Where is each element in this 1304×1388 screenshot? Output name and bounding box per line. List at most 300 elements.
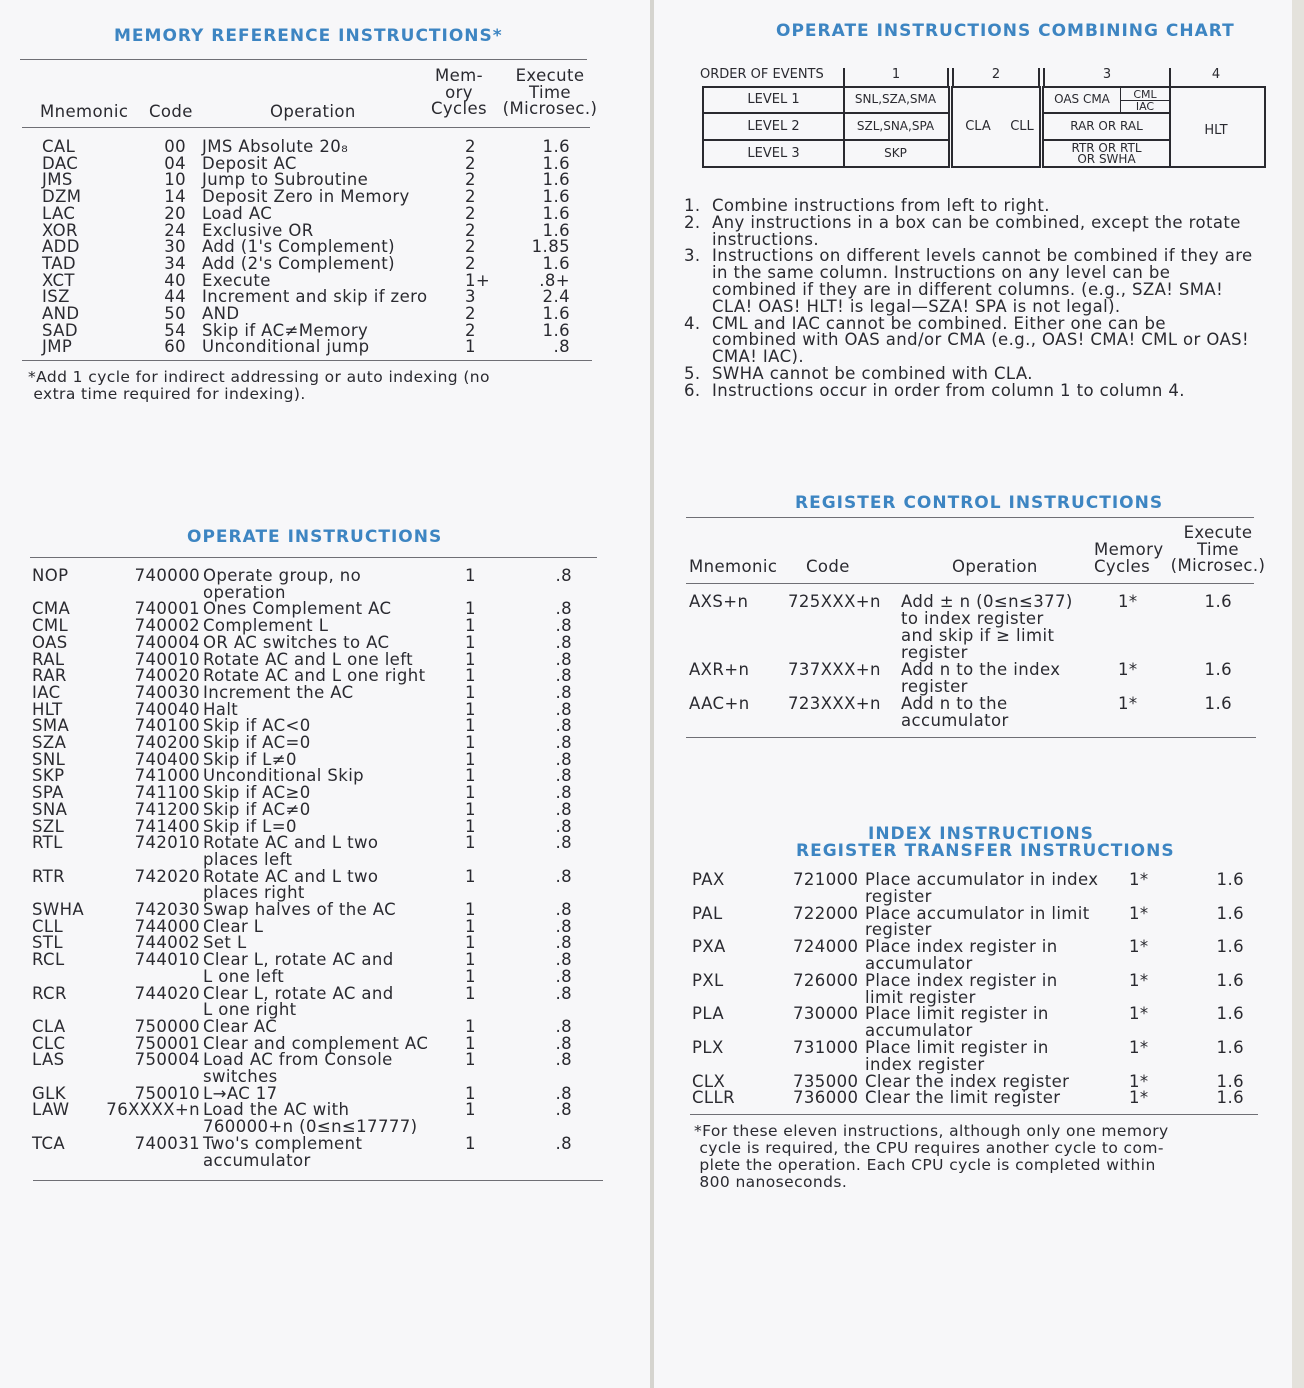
mnemonic-cell: PAX (692, 870, 725, 889)
chart-rar-ral: RAR OR RAL (1070, 119, 1143, 133)
mnemonic-cell: PLA (692, 1004, 725, 1024)
code-cell: 740010 (134, 649, 200, 669)
memory-reference-title: MEMORY REFERENCE INSTRUCTIONS* (114, 26, 503, 46)
code-cell: 744000 (134, 916, 200, 936)
chart-tick (843, 68, 845, 88)
chart-divider (702, 112, 948, 114)
code-cell: 740020 (134, 666, 200, 686)
time-cell: .8 (555, 599, 572, 619)
operation-cell: Rotate AC and L one right (203, 666, 426, 686)
code-cell: 741400 (134, 816, 200, 836)
chart-swha: OR SWHA (1077, 152, 1136, 166)
cycles-cell: 1 (465, 616, 476, 636)
operate-title: OPERATE INSTRUCTIONS (187, 527, 443, 547)
operation-cell: Load the AC with 760000+n (0≤n≤17777) (203, 1100, 418, 1137)
mnemonic-cell: OAS (32, 632, 68, 652)
time-cell: 1.6 (542, 153, 570, 173)
code-cell: 50 (164, 304, 186, 323)
code-cell: 750004 (134, 1050, 200, 1070)
chart-cml: CML (1133, 88, 1157, 101)
time-cell: 1.6 (1204, 694, 1232, 713)
time-cell: .8 (555, 866, 572, 886)
cycles-cell: 1+ (465, 270, 491, 290)
combining-rule: 2. Any instructions in a box can be combined, except the rotate instructions. (684, 212, 1241, 249)
cycles-cell: 2 (465, 220, 476, 240)
index-title: INDEX INSTRUCTIONS (868, 824, 1094, 844)
code-cell: 741200 (134, 799, 200, 819)
cycles-cell: 1 (465, 933, 476, 953)
chart-col1-level3: SKP (884, 146, 907, 160)
cycles-cell: 1 (465, 716, 476, 736)
time-cell: .8 (555, 716, 572, 736)
cycles-cell: 1 (465, 916, 476, 936)
time-cell: 1.6 (542, 320, 570, 340)
operation-cell: Place index register in accumulator (865, 937, 1058, 973)
mnemonic-cell: AXS+n (689, 592, 749, 611)
operation-cell: AND (202, 304, 240, 323)
time-cell: 1.6 (1216, 937, 1244, 957)
operation-cell: Skip if AC≠0 (203, 799, 311, 819)
cycles-cell: 2 (465, 237, 476, 257)
mnemonic-cell: PLX (692, 1038, 724, 1057)
mnemonic-cell: CLLR (692, 1088, 735, 1108)
chart-divider (702, 139, 948, 141)
operation-cell: Skip if AC<0 (203, 716, 311, 736)
time-cell: .8 (553, 337, 570, 357)
code-cell: 20 (164, 203, 186, 223)
operation-cell: Clear the limit register (865, 1088, 1061, 1108)
operation-cell: Skip if AC≠Memory (202, 320, 369, 340)
cycles-cell: 1 (465, 1100, 476, 1120)
mnemonic-cell: TCA (32, 1133, 66, 1153)
combining-rule: 4. CML and IAC cannot be combined. Either one can be combined with OAS and/or CMA (e.g., OAS! CMA! CML or OAS! CMA! IAC). (684, 313, 1250, 367)
code-cell: 722000 (793, 903, 859, 923)
combining-rules-list (684, 198, 1254, 400)
operation-cell: Rotate AC and L two places left (203, 833, 379, 869)
mnemonic-cell: ADD (42, 237, 80, 257)
chart-hlt: HLT (1204, 123, 1228, 138)
code-cell: 730000 (793, 1004, 859, 1024)
cycles-cell: 1 (465, 799, 476, 819)
operation-cell: Place limit register in accumulator (865, 1004, 1049, 1041)
mnemonic-cell: SNA (32, 799, 68, 819)
code-cell: 24 (164, 220, 186, 240)
code-cell: 744010 (134, 950, 200, 970)
operation-cell: Clear L, rotate AC and L one right (203, 983, 394, 1020)
mnemonic-cell: SKP (32, 766, 65, 786)
time-cell: 1.6 (542, 170, 570, 190)
cycles-cell: 1* (1129, 1071, 1149, 1091)
code-cell: 10 (164, 170, 186, 190)
chart-rtr-rtl: RTR OR RTL (1071, 141, 1142, 155)
cycles-cell: 1* (1118, 694, 1138, 713)
code-cell: 76XXXX+n (106, 1100, 200, 1120)
code-cell: 744002 (134, 933, 200, 953)
operation-cell: OR AC switches to AC (203, 632, 390, 652)
time-cell: 1.6 (542, 137, 570, 156)
code-cell: 740004 (134, 632, 200, 652)
time-cell: 1.6 (1216, 1004, 1244, 1024)
mnemonic-cell: GLK (32, 1083, 66, 1103)
operation-cell: Place accumulator in index register (865, 870, 1099, 906)
cycles-cell: 1 (465, 632, 476, 652)
cycles-cell: 1 (465, 1033, 476, 1053)
operation-cell: Load AC from Console switches (203, 1050, 393, 1086)
chart-col-1-label: 1 (891, 67, 901, 82)
code-cell: 744020 (134, 983, 200, 1003)
rc-header-operation: Operation (952, 557, 1038, 576)
cycles-cell: 2 (465, 170, 476, 190)
time-cell: .8 (555, 766, 572, 786)
code-cell: 723XXX+n (788, 694, 881, 713)
operation-cell: Add n to the accumulator (901, 694, 1009, 730)
mnemonic-cell: RCL (32, 950, 65, 970)
code-cell: 731000 (793, 1038, 859, 1057)
operation-cell: Set L (203, 933, 247, 953)
time-cell: 1.6 (1216, 1071, 1244, 1091)
mnemonic-cell: SPA (32, 783, 64, 803)
mnemonic-cell: JMS (42, 170, 73, 190)
code-cell: 04 (164, 153, 186, 173)
time-cell: 1.6 (542, 187, 570, 207)
cycles-cell: 2 (465, 253, 476, 273)
code-cell: 740040 (134, 699, 200, 719)
chart-tick (952, 68, 954, 88)
operation-cell: Execute (202, 270, 271, 290)
operation-cell: Add (1's Complement) (202, 237, 395, 257)
operation-cell: Place accumulator in limit register (865, 903, 1090, 940)
operation-cell: Unconditional jump (202, 337, 370, 357)
code-cell: 736000 (793, 1088, 859, 1108)
mnemonic-cell: AND (42, 304, 80, 323)
chart-tick (1169, 68, 1171, 88)
cycles-cell: 1* (1129, 903, 1149, 923)
cycles-cell: 3 (465, 287, 476, 307)
code-cell: 740000 (134, 566, 200, 585)
cycles-cell: 1 (465, 599, 476, 619)
mnemonic-cell: SZA (32, 733, 67, 752)
memory-reference-header-rule (22, 127, 590, 128)
chart-tick (1038, 68, 1040, 88)
time-cell: .8 (555, 632, 572, 652)
time-cell: .8 (555, 733, 572, 752)
cycles-cell: 2 (465, 187, 476, 207)
operation-cell: Skip if L≠0 (203, 749, 297, 769)
operation-cell: Place limit register in index register (865, 1038, 1049, 1074)
cycles-cell: 1* (1129, 1038, 1149, 1057)
cycles-cell: 1 (465, 1016, 476, 1036)
time-cell: .8 (555, 699, 572, 719)
time-cell: 1.6 (1216, 1038, 1244, 1057)
operation-cell: Load AC (202, 203, 273, 223)
time-cell: .8 (555, 900, 572, 919)
operation-cell: Place index register in limit register (865, 970, 1058, 1007)
cycles-cell: 1 (465, 900, 476, 919)
operation-cell: Deposit AC (202, 153, 297, 173)
mnemonic-cell: RTR (32, 866, 66, 886)
rc-header-cycles: Memory Cycles (1094, 540, 1164, 576)
time-cell: .8 (555, 682, 572, 702)
mr-header-operation: Operation (270, 102, 356, 121)
operation-cell: L→AC 17 (203, 1083, 278, 1103)
operate-top-rule (30, 557, 597, 558)
time-cell: .8 (555, 1033, 572, 1053)
code-cell: 44 (164, 287, 186, 307)
register-control-title: REGISTER CONTROL INSTRUCTIONS (795, 493, 1164, 513)
rc-header-mnemonic: Mnemonic (689, 557, 778, 576)
time-cell: 1.6 (1216, 970, 1244, 990)
combining-rule: 5. SWHA cannot be combined with CLA. (684, 363, 1033, 383)
mnemonic-cell: SAD (42, 320, 78, 340)
code-cell: 30 (164, 237, 186, 257)
mnemonic-cell: ISZ (42, 287, 70, 307)
cycles-cell: 2 (465, 320, 476, 340)
code-cell: 14 (164, 187, 186, 207)
time-cell: 1.6 (1216, 870, 1244, 889)
code-cell: 60 (164, 337, 186, 357)
code-cell: 741100 (134, 783, 200, 803)
cycles-cell: 1* (1129, 937, 1149, 957)
time-cell: .8 (555, 1100, 572, 1120)
operation-cell: Add n to the index register (901, 660, 1061, 696)
time-cell: .8 (555, 833, 572, 853)
mnemonic-cell: RAL (32, 649, 65, 669)
cycles-cell: 1 (465, 833, 476, 853)
chart-col-3-label: 3 (1102, 67, 1112, 82)
operation-cell: Skip if AC=0 (203, 733, 311, 752)
time-cell: .8 (555, 566, 572, 585)
operation-cell: Clear the index register (865, 1071, 1070, 1091)
code-cell: 740030 (134, 682, 200, 702)
combining-rule: 3. Instructions on different levels cannot be combined if they are in the same column. Instructions on any level can be combined if they are in different columns. (e.g., SZA! SMA! CLA! OAS! HLT! is legal—SZA! SPA is not legal). (684, 246, 1253, 316)
operation-cell: Two's complement accumulator (203, 1133, 363, 1170)
code-cell: 740100 (134, 716, 200, 736)
code-cell: 721000 (793, 870, 859, 889)
cycles-cell: 1 (465, 749, 476, 769)
operation-cell: Rotate AC and L one left (203, 649, 414, 669)
chart-level-3: LEVEL 3 (747, 146, 800, 161)
mnemonic-cell: AAC+n (689, 694, 750, 713)
mr-header-cycles: Mem- ory Cycles (430, 66, 488, 119)
cycles-cell: 1 (465, 682, 476, 702)
operation-cell: Halt (203, 699, 239, 719)
page-edge (1292, 0, 1304, 1388)
operation-cell: Unconditional Skip (203, 766, 365, 786)
time-cell: .8+ (539, 270, 570, 290)
mnemonic-cell: DAC (42, 153, 79, 173)
time-cell: .8 (555, 1050, 572, 1070)
register-control-bottom-rule (686, 737, 1256, 738)
operation-cell: Add (2's Complement) (202, 253, 395, 273)
mnemonic-cell: XOR (42, 220, 78, 240)
time-cell: 1.6 (1204, 592, 1232, 611)
cycles-cell: 1 (465, 983, 476, 1003)
time-cell: 2.4 (542, 287, 570, 307)
operation-cell: Swap halves of the AC (203, 900, 397, 919)
code-cell: 725XXX+n (788, 592, 881, 611)
code-cell: 740200 (134, 733, 200, 752)
cycles-cell: 1 (465, 337, 476, 357)
cycles-cell: 2 (465, 304, 476, 323)
cycles-cell: 1 (465, 566, 476, 585)
chart-level-1: LEVEL 1 (747, 92, 800, 107)
chart-col-2-label: 2 (991, 67, 1001, 82)
mnemonic-cell: LAW (32, 1100, 70, 1120)
order-of-events-label: ORDER OF EVENTS (700, 67, 824, 82)
code-cell: 00 (164, 137, 186, 156)
register-control-header-rule (686, 583, 1254, 584)
mnemonic-cell: SWHA (32, 900, 85, 919)
operation-cell: Add ± n (0≤n≤377) to index register and skip if ≥ limit register (901, 592, 1073, 662)
cycles-cell: 2 (465, 203, 476, 223)
mnemonic-cell: DZM (42, 187, 82, 207)
register-transfer-title: REGISTER TRANSFER INSTRUCTIONS (796, 841, 1175, 861)
time-cell: .8 (555, 816, 572, 836)
cycles-cell: 1 (465, 733, 476, 752)
rc-header-time: Execute Time (Microsec.) (1170, 523, 1266, 576)
mnemonic-cell: LAS (32, 1050, 65, 1070)
cycles-cell: 1* (1118, 660, 1138, 679)
operation-cell: Clear L, rotate AC and L one left (203, 950, 394, 986)
code-cell: 750001 (134, 1033, 200, 1053)
code-cell: 735000 (793, 1071, 859, 1091)
operation-cell: Clear AC (203, 1016, 278, 1036)
cycles-cell: 1 (465, 816, 476, 836)
code-cell: 54 (164, 320, 186, 340)
time-cell: 1.6 (542, 220, 570, 240)
mnemonic-cell: XCT (42, 270, 75, 290)
combining-chart-title: OPERATE INSTRUCTIONS COMBINING CHART (776, 21, 1235, 41)
chart-col-4-label: 4 (1211, 67, 1221, 82)
mnemonic-cell: RAR (32, 666, 67, 686)
time-cell: 1.6 (1216, 903, 1244, 923)
cycles-cell: 1* (1129, 870, 1149, 889)
time-cell: .8 (555, 799, 572, 819)
time-cell: 1.6 (1216, 1088, 1244, 1108)
index-footnote: *For these eleven instructions, although only one memory cycle is required, the CPU requires another cycle to com- plete the operation. Each CPU cycle is completed within 800 nanoseconds. (694, 1122, 1169, 1191)
cycles-cell: 1 (465, 1133, 476, 1153)
code-cell: 740002 (134, 616, 200, 636)
mnemonic-cell: JMP (42, 337, 73, 357)
memory-reference-bottom-rule (22, 360, 592, 361)
cycles-cell: 2 (465, 153, 476, 173)
register-control-top-rule (686, 517, 1254, 518)
mnemonic-cell: SMA (32, 716, 70, 736)
code-cell: 742030 (134, 900, 200, 919)
mnemonic-cell: AXR+n (689, 660, 750, 679)
mnemonic-cell: CML (32, 616, 69, 636)
cycles-cell: 1* (1129, 970, 1149, 990)
operate-bottom-rule (33, 1180, 603, 1181)
code-cell: 740001 (134, 599, 200, 619)
time-cell: .8 (555, 1016, 572, 1036)
mnemonic-cell: SZL (32, 816, 65, 836)
time-cell: .8 (555, 933, 572, 953)
operation-cell: Skip if L=0 (203, 816, 297, 836)
code-cell: 737XXX+n (788, 660, 881, 679)
code-cell: 724000 (793, 937, 859, 957)
mnemonic-cell: RCR (32, 983, 67, 1003)
code-cell: 750010 (134, 1083, 200, 1103)
time-cell: 1.85 (531, 237, 570, 257)
operation-cell: Clear L (203, 916, 264, 936)
chart-iac: IAC (1135, 100, 1155, 113)
chart-oas-cma: OAS CMA (1054, 92, 1110, 106)
chart-cla: CLA (965, 119, 991, 134)
cycles-cell: 1 (465, 1083, 476, 1103)
operation-cell: Clear and complement AC (203, 1033, 429, 1053)
time-cell: 1.6 (542, 253, 570, 273)
operation-cell: Jump to Subroutine (202, 170, 369, 190)
time-cell: .8 (555, 616, 572, 636)
mnemonic-cell: PXL (692, 970, 724, 990)
mnemonic-cell: CLA (32, 1016, 66, 1036)
chart-tick (947, 68, 949, 88)
mr-header-time: Execute Time (Microsec.) (502, 66, 598, 119)
code-cell: 750000 (134, 1016, 200, 1036)
mnemonic-cell: RTL (32, 833, 63, 853)
time-cell: .8 (555, 983, 572, 1003)
operation-cell: JMS Absolute 20₈ (202, 137, 349, 156)
code-cell: 742010 (134, 833, 200, 853)
mnemonic-cell: CLC (32, 1033, 66, 1053)
cycles-cell: 1 1 (465, 950, 476, 986)
time-cell: .8 (555, 649, 572, 669)
code-cell: 40 (164, 270, 186, 290)
chart-cll: CLL (1010, 119, 1034, 134)
mnemonic-cell: CAL (42, 137, 76, 156)
mnemonic-cell: CLX (692, 1071, 726, 1091)
code-cell: 740400 (134, 749, 200, 769)
time-cell: .8 (555, 783, 572, 803)
mnemonic-cell: LAC (42, 203, 76, 223)
mnemonic-cell: TAD (42, 253, 76, 273)
combining-rule: 1. Combine instructions from left to right. (684, 196, 1050, 215)
code-cell: 740031 (134, 1133, 200, 1153)
operation-cell: Increment and skip if zero (202, 287, 428, 307)
mnemonic-cell: PAL (692, 903, 723, 923)
mnemonic-cell: NOP (32, 566, 69, 585)
time-cell: .8 (555, 749, 572, 769)
cycles-cell: 1* (1118, 592, 1138, 611)
index-bottom-rule (690, 1114, 1258, 1115)
cycles-cell: 1 (465, 699, 476, 719)
time-cell: .8 (555, 666, 572, 686)
time-cell: 1.6 (542, 203, 570, 223)
chart-tick (1043, 68, 1045, 88)
time-cell: 1.6 (542, 304, 570, 323)
mr-header-code: Code (149, 102, 193, 121)
code-cell: 726000 (793, 970, 859, 990)
chart-col1-level2: SZL,SNA,SPA (856, 119, 935, 133)
mnemonic-cell: STL (32, 933, 63, 953)
time-cell: 1.6 (1204, 660, 1232, 679)
cycles-cell: 2 (465, 137, 476, 156)
operation-cell: Ones Complement AC (203, 599, 392, 619)
code-cell: 741000 (134, 766, 200, 786)
mnemonic-cell: CLL (32, 916, 64, 936)
operation-cell: Operate group, no operation (203, 566, 362, 602)
cycles-cell: 1 (465, 666, 476, 686)
operation-cell: Deposit Zero in Memory (202, 187, 410, 207)
cycles-cell: 1 (465, 649, 476, 669)
mnemonic-cell: CMA (32, 599, 71, 619)
memory-reference-top-rule (20, 59, 587, 60)
time-cell: .8 (555, 1083, 572, 1103)
operation-cell: Skip if AC≥0 (203, 783, 311, 803)
operation-cell: Rotate AC and L two places right (203, 866, 379, 903)
mnemonic-cell: HLT (32, 699, 63, 719)
